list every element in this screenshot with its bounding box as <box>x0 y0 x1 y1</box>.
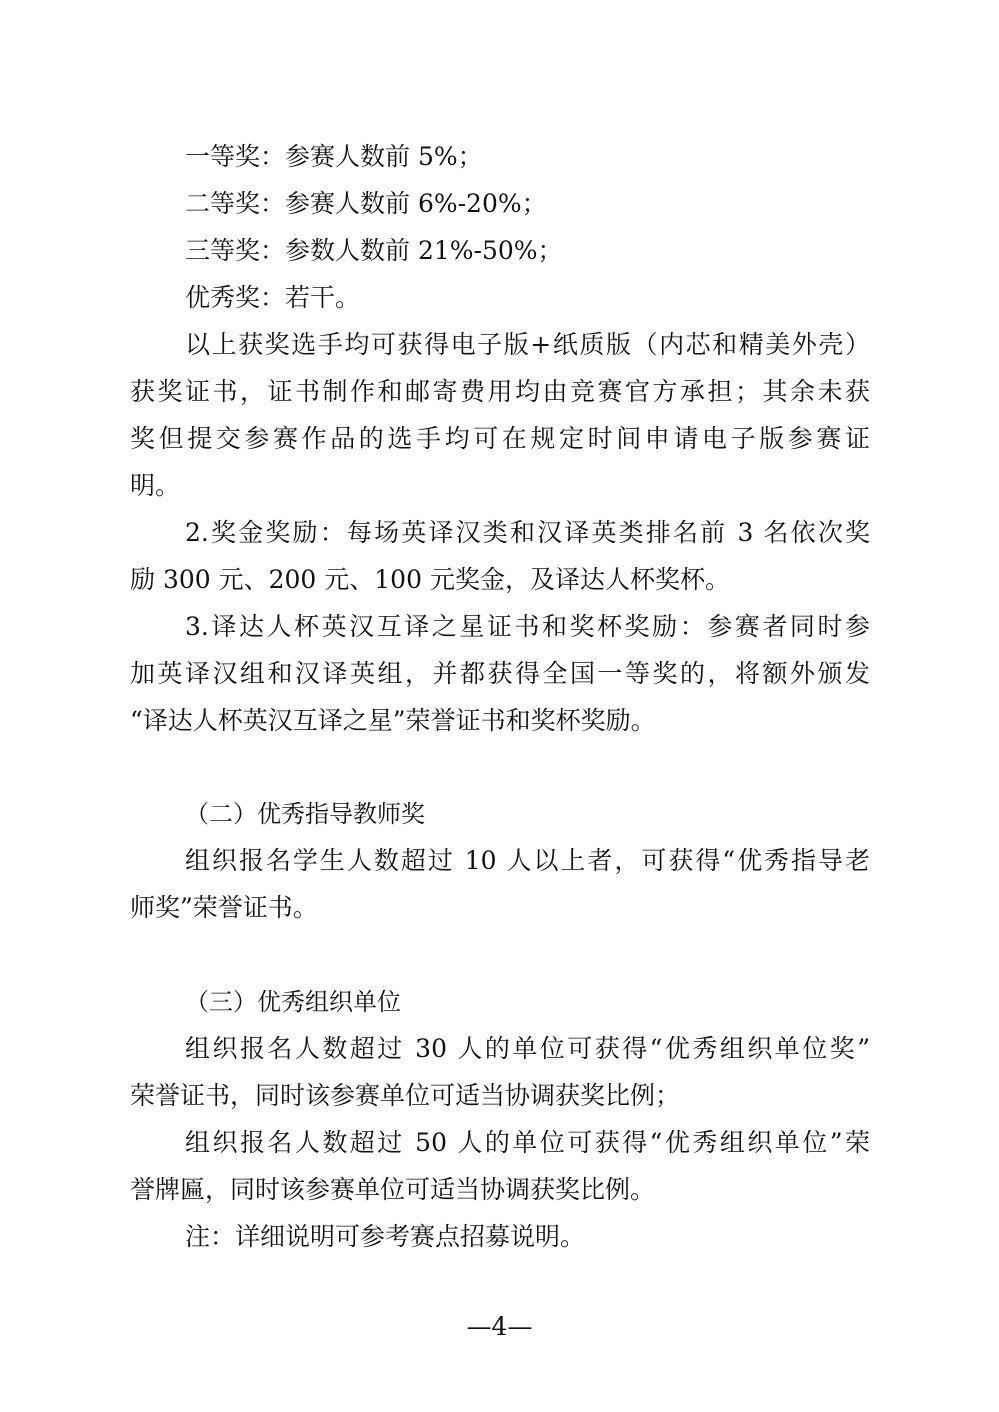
bonus-line-1: 2.奖金奖励：每场英译汉类和汉译英类排名前 3 名依次奖 <box>185 518 870 547</box>
teacher-award-heading: （二）优秀指导教师奖 <box>185 800 425 828</box>
org-award-line-4: 誉牌匾，同时该参赛单位可适当协调获奖比例。 <box>130 1175 656 1204</box>
star-line-1: 3.译达人杯英汉互译之星证书和奖杯奖励：参赛者同时参 <box>185 612 870 641</box>
page-number: —4— <box>466 1312 533 1341</box>
merit-prize-line: 优秀奖：若干。 <box>185 283 361 312</box>
second-prize-line: 二等奖：参赛人数前 6%-20%； <box>185 189 547 218</box>
certificate-line-4: 明。 <box>130 471 181 500</box>
org-award-line-3: 组织报名人数超过 50 人的单位可获得“优秀组织单位”荣 <box>185 1128 870 1157</box>
note-line: 注：详细说明可参考赛点招募说明。 <box>185 1222 586 1251</box>
org-award-line-2: 荣誉证书，同时该参赛单位可适当协调获奖比例； <box>130 1081 681 1110</box>
teacher-award-line-1: 组织报名学生人数超过 10 人以上者，可获得“优秀指导老 <box>185 846 870 875</box>
certificate-line-3: 奖但提交参赛作品的选手均可在规定时间申请电子版参赛证 <box>130 424 870 453</box>
first-prize-line: 一等奖：参赛人数前 5%； <box>185 142 483 171</box>
third-prize-line: 三等奖：参数人数前 21%-50%； <box>185 236 563 265</box>
certificate-line-2: 获奖证书，证书制作和邮寄费用均由竞赛官方承担；其余未获 <box>130 377 870 406</box>
certificate-line-1: 以上获奖选手均可获得电子版+纸质版（内芯和精美外壳） <box>185 330 870 359</box>
org-award-line-1: 组织报名人数超过 30 人的单位可获得“优秀组织单位奖” <box>185 1034 870 1063</box>
teacher-award-line-2: 师奖”荣誉证书。 <box>130 893 318 922</box>
org-award-heading: （三）优秀组织单位 <box>185 988 401 1016</box>
bonus-line-2: 励 300 元、200 元、100 元奖金，及译达人杯奖杯。 <box>130 565 730 594</box>
star-line-3: “译达人杯英汉互译之星”荣誉证书和奖杯奖励。 <box>130 706 656 735</box>
star-line-2: 加英译汉组和汉译英组，并都获得全国一等奖的，将额外颁发 <box>130 659 870 688</box>
